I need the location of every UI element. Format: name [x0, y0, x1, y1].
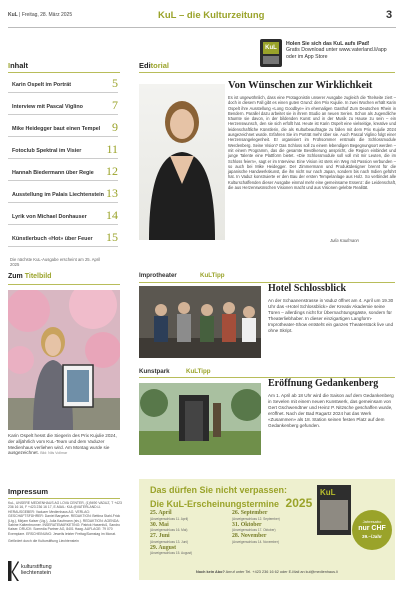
subscription-footer-text[interactable]: Anruf unter Tel. +423 236 16 62 oder E-Mail an kul@medienhaus.li: [225, 570, 338, 574]
header-publication: KuL: [8, 12, 18, 18]
story1-category: Improtheater: [139, 272, 177, 279]
toc-item-page: 5: [112, 76, 118, 90]
date-note: (Anzeigenschluss 16. Mai): [150, 528, 188, 532]
date-value: 29. August: [150, 544, 177, 551]
cover-section-title: Zum Titelbild: [8, 273, 52, 280]
toc-item[interactable]: [8, 229, 118, 247]
story2-tag: KuLTipp: [186, 368, 211, 375]
toc-item-title: Lyrik von Michael Donhauser: [12, 214, 87, 220]
toc-item[interactable]: [8, 163, 118, 181]
dates-year: 2025: [285, 496, 313, 510]
app-promo-line2[interactable]: Gratis Download unter www.vaterland.li/app: [286, 47, 387, 54]
header-date: KuL | Freitag, 28. März 2025: [8, 12, 73, 18]
app-promo-line3: oder im App Store: [286, 53, 328, 60]
toc-item-title: Karin Ospelt im Porträt: [12, 82, 72, 88]
date-entry: [150, 510, 230, 522]
date-value: 30. Mai: [150, 521, 169, 528]
app-logo: KuL: [263, 42, 279, 54]
impressum-divider: [8, 498, 120, 499]
date-value: 26. September: [232, 510, 268, 516]
story1-body: An der Schaanenstrasse in Vaduz öffnet am 4. April um 19.30 Uhr das «Hotel Schlossblick» der Kreativ Akademie seine Türen – allerdings nicht für Übernachtungsgäste, sondern für Theaterliebhaber. In dieser einzigartigen Langform-Improtheater-Show entsteht ein ganzes Theaterstück live und ohne Skript.: [268, 298, 394, 334]
toc-item-title: Hannah Biedermann über Regie: [12, 170, 94, 176]
impressum-title: Impressum: [8, 487, 49, 496]
badge-label: Jahresabo: [362, 519, 382, 524]
toc-item-page: 15: [106, 230, 118, 244]
kulturstiftung-logo-text: [21, 564, 52, 577]
date-note: (Anzeigenschluss 12. September): [232, 516, 280, 521]
date-note: (Anzeigenschluss 11. April): [150, 516, 189, 521]
editorial-signature: Julia Kaufmann: [330, 238, 359, 243]
cover-photo-credit: Bild: Nils Vollmar: [40, 451, 68, 456]
impressum-body: KuL, UNSERE MEDIENHAUS AG LOVA CENTER, (1)9490 VADUZ, T +423 236 16 16, F +423 236 16 17, E-MAIL: KUL@VATERLAND.LI. HERAUSGEBER: Vaduzer Medienhaus AG. VERLAG: GESCHÄFTSFÜHRER: Daniel Bargetze. REDAKTION: Bettina Stahl-Frick (Ltg.), Mirjam Kaiser (Ltg.), Julia Kaufmann (stv.). REDAKTION: AGENDA: Sabine Kaltenbrunner. INSERATEMARKETING: Patrick Hasenfuß, Sandro Kaiser. DRUCK: Somedia Partner AG, 8401 Haag. AUFLAGE: 79 070 Exemplare. ERSCHEINUNG: Jeweils letzter Freitag/Samstag im Monat.: [8, 501, 122, 536]
impressum-text: [8, 501, 122, 544]
toc-item-title: Mike Heidegger baut einen Tempel: [12, 126, 101, 132]
cover-divider: [8, 284, 120, 285]
toc-item[interactable]: [8, 207, 118, 225]
story1-headline: Hotel Schlossblick: [268, 283, 347, 294]
date-note: (Anzeigenschluss 14. November): [232, 539, 279, 544]
date-entry: [150, 522, 230, 534]
subscription-badge[interactable]: [352, 510, 392, 550]
toc-item-page: 12: [106, 164, 118, 178]
magazine-cover-thumbnail: [317, 485, 351, 535]
toc-item[interactable]: [8, 75, 118, 93]
toc-item-title: Interview mit Pascal Viglino: [12, 104, 83, 110]
logo-text-line2: liechtenstein: [21, 570, 51, 577]
cover-photo: [8, 290, 120, 430]
toc-item-title: Künstlerbuch «Hot» über Feuer: [12, 236, 93, 242]
story2-category: Kunstpark: [139, 368, 170, 375]
toc-item-page: 13: [106, 186, 118, 200]
dates-heading-2-text: Die KuL-Erscheinungstermine: [150, 499, 280, 509]
editorial-body: Es ist ungewöhnlich, dass eine Protagonistin unserer Ausgabe zugleich die Titelseite ziert – doch in diesem Fall gibt es einen guten Grund: den Prix Kujulie. In zwei Wochen erhält Karin Ospelt ihre Ausstellung «Long Goodbye» im ehemaligen Gasthof Zum Deutschen Rhein in Bendern. Parallel dazu arbeitet sie in ihrem Studio an neuen Serien. Schon als Jugendliche träumte sie davon, in der bildenden Kunst und in der Musik zu Hause zu sein – ein Herzenswunsch, den sie sich erfüllt hat. Heute ist Karin Ospelt eine vielseitige, kreative und leidenschaftliche Künstlerin, die als Kulturbeauftragte zu fallen mit dem Prix Kujulie 2024 ausgezeichnet wurde. Erfahren Sie im Porträt mehr über sie. Auch Pascal Viglino folgt einer Herzensangelegenheit. Er organisiert im Frühsommer erstmals die Schlossmodule Werdenberg. Seine Vision? Das Schloss soll zu einem lebendigen Begegnungsort werden – mit einem Programm, das die gesamte Bevölkerung anspricht, die Region einbindet und junge Talente eine Plattform bietet. «Die Schlossmodule soll voll mit mir Leuten, die im Schloss feiern», sagt er im Interview. Eine Vision ist stets ein Weg mit Passion verbunden – so auch bei Mike Heidegger. Der Zimmermann und Produktdesigner brennt für die japanische Handwerkskunst, die ihn nicht nur nach Japan, sondern bis nach Indien geführt hat. In Vaduz konstruierte er den Bau der ersten Tempelanlage aus Holz. So verbindet alle Kulturschaffenden dieser Ausgabe einmal mehr eine gemeinsame Essenz: die Leidenschaft, die aus Herzenswünschen Visionen macht und aus Visionen gelebte Realität.: [228, 95, 396, 191]
logo-text-line1: kulturstiftung: [21, 564, 52, 570]
header-date-text: Freitag, 28. März 2025: [21, 12, 73, 18]
editorial-author-photo: [139, 84, 225, 240]
toc-item-page: 9: [112, 120, 118, 134]
badge-price: 39.–/Jahr: [362, 534, 382, 539]
toc-item[interactable]: [8, 185, 118, 203]
story2-photo: [139, 383, 261, 455]
date-value: 28. November: [232, 533, 267, 539]
story1-divider: [139, 282, 395, 283]
toc-item[interactable]: [8, 141, 118, 159]
magazine-logo: KuL: [320, 488, 336, 497]
date-note: (Anzeigenschluss 15. August): [150, 551, 192, 555]
dates-column-2: [232, 510, 312, 545]
date-value: 25. April: [150, 510, 172, 516]
toc-item-title: Ausstellung im Palais Liechtenstein: [12, 192, 104, 198]
kulturstiftung-logo-mark: [8, 561, 19, 581]
impressum-support: Gefördert durch die Kulturstiftung Liechtenstein: [8, 539, 79, 544]
date-entry: [232, 533, 312, 545]
brand-name: KuL: [158, 10, 177, 21]
story1-tag: KuLTipp: [200, 272, 225, 279]
toc-item-page: 7: [112, 98, 118, 112]
dates-heading-1: Das dürfen Sie nicht verpassen:: [150, 485, 288, 495]
cover-caption: [8, 433, 120, 457]
date-entry: [232, 510, 312, 522]
brand-tagline: die Kulturzeitung: [186, 10, 265, 21]
date-entry: [232, 522, 312, 534]
app-promo: [286, 41, 398, 60]
dates-heading-2: [150, 496, 312, 510]
editorial-headline: Von Wünschen zur Wirklichkeit: [228, 80, 373, 91]
badge-price-prefix: nur CHF: [358, 525, 386, 532]
ipad-app-icon[interactable]: [260, 39, 282, 67]
date-value: 27. Juni: [150, 533, 170, 539]
app-promo-line1: Holen Sie sich das KuL aufs iPad!: [286, 41, 370, 47]
toc-item[interactable]: [8, 119, 118, 137]
date-value: 31. Oktober: [232, 521, 262, 528]
next-issue-note: Die nächste KuL-Ausgabe erscheint am 25. April 2025: [10, 257, 101, 267]
dates-column-1: [150, 510, 230, 556]
date-note: (Anzeigenschluss 17. Oktober): [232, 528, 276, 532]
cover-caption-text: Karin Ospelt hesst die Siegerin des Prix Kujulie 2024, der alljährlich vom KuL-Team und dem Vaduzer Medienhaus verliehen wird. Am Montag wurde sie ausgezeichnet.: [8, 433, 117, 456]
story2-headline: Eröffnung Gedankenberg: [268, 378, 379, 389]
toc-item-title: Fotoclub Spektral im Visier: [12, 148, 82, 154]
toc-divider: [8, 72, 120, 73]
toc-item[interactable]: [8, 97, 118, 115]
toc-title: Inhalt: [8, 61, 29, 70]
editorial-title: Editorial: [139, 61, 170, 70]
header-brand: KuL – die Kulturzeitung: [158, 10, 265, 21]
kulturstiftung-logo: [8, 561, 68, 581]
date-entry: [150, 533, 230, 545]
toc-item-page: 11: [106, 142, 118, 156]
date-note: (Anzeigenschluss 13. Juni): [150, 539, 189, 544]
toc-item-page: 14: [106, 208, 118, 222]
header-divider: [8, 27, 396, 28]
editorial-divider: [139, 72, 395, 73]
subscription-footer-label: Noch kein Abo?: [196, 570, 225, 574]
subscription-footer: [196, 570, 338, 574]
date-entry: [150, 545, 230, 557]
page-number: 3: [386, 9, 393, 21]
story2-body: Am 1. April ab 18 Uhr wird die Saison auf dem Gedankenberg in Sevelen mit einem neuen Kunstwerk, das gemeinsam von Gert Gschwendtner und Heinz P. Nitzsche geschaffen wurde, eröffnet. Nach der Bad Ragartz 2024 hat das Werk «Zusammen» als 18. Station seinen festen Platz auf dem Gedankenberg gefunden.: [268, 393, 394, 429]
story1-photo: [139, 286, 261, 358]
